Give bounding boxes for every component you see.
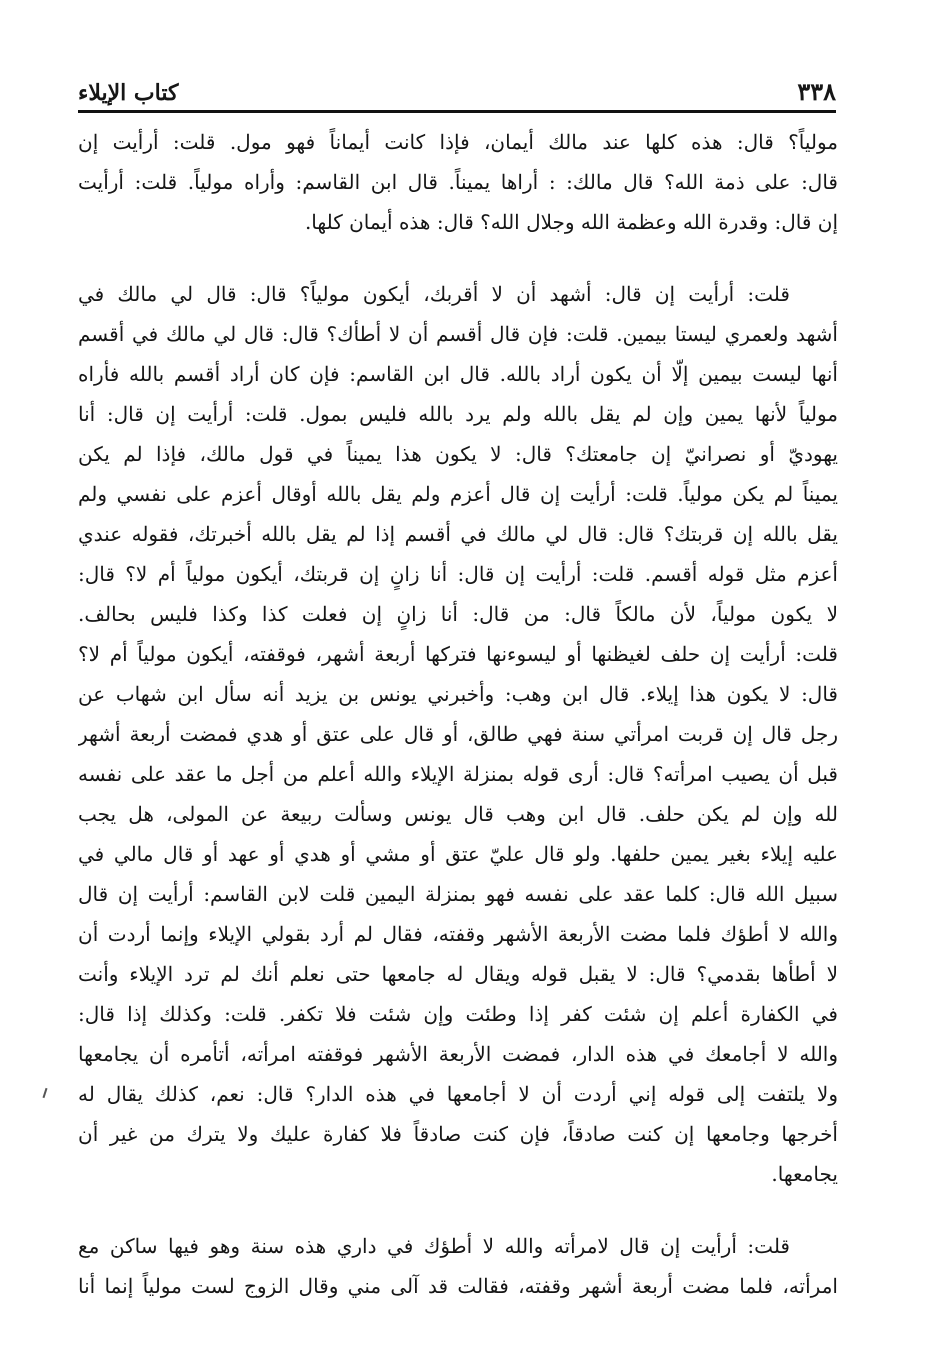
text-line: مولياً لأنها يمين وإن لم يقل بالله ولم يرد بالله فليس بمول. قلت: أرأيت إن قال: أنا [78, 402, 838, 426]
margin-mark [43, 1088, 48, 1098]
text-line: لا يكون مولياً، لأن مالكاً قال: من قال: أنا زانٍ إن فعلت كذا وكذا فليس بحالف. [78, 602, 838, 626]
paragraph-2 [78, 274, 838, 1194]
text-line: والله لا أطؤك فلما مضت الأربعة الأشهر وقفته، فقال لم أرد بقولي الإيلاء وإنما أردت أن [78, 922, 838, 946]
text-line: عليه إيلاء بغير يمين حلفها. ولو قال عليّ عتق أو مشي أو هدي أو عهد أو قال مالي في [78, 842, 838, 866]
text-line: لله وإن لم يكن حلف. قال ابن وهب قال يونس وسألت ربيعة عن المولى، هل يجب [78, 802, 838, 826]
text-line: يجامعها. [771, 1162, 838, 1186]
text-line: قبل أن يصيب امرأته؟ قال: أرى قوله بمنزلة الإيلاء والله أعلم من أجل ما عقد على نفسه [78, 762, 838, 786]
text-line: سبيل الله قال: كلما عقد على نفسه فهو بمنزلة اليمين قلت لابن القاسم: أرأيت إن قال [78, 882, 838, 906]
text-line: يهوديّ أو نصرانيّ إن جامعتك؟ قال: لا يكون هذا يميناً في قول مالك، فإذا لم يكن [78, 442, 838, 466]
text-line: قال: لا يكون هذا إيلاء. قال ابن وهب: وأخبرني يونس بن يزيد أنه سأل ابن شهاب عن [78, 682, 838, 706]
text-line: أخرجها وجامعها إن كنت صادقاً، فإن كنت صادقاً فلا كفارة عليك ولا يترك من غير أن [78, 1122, 838, 1146]
paragraph-gap [78, 242, 838, 274]
text-line: امرأته، فلما مضت أربعة أشهر وقفته، فقالت قد آلى مني وقال الزوج لست مولياً إنما أنا [78, 1274, 838, 1298]
text-line: مولياً؟ قال: هذه كلها عند مالك أيمان، فإذا كانت أيماناً فهو مول. قلت: أرأيت إن [78, 130, 838, 154]
text-line: في الكفارة أعلم إن شئت كفر إذا وطئت وإن شئت فلا تكفر. قلت: وكذلك إذا قال: [78, 1002, 838, 1026]
text-line: رجل قال إن قربت امرأتي سنة فهي طالق، أو قال على عتق أو هدي فمضت أربعة أشهر [78, 722, 838, 746]
paragraph-gap [78, 1194, 838, 1226]
text-line: قلت: أرأيت إن قال لامرأته والله لا أطؤك في داري هذه سنة وهو فيها ساكن مع [78, 1234, 790, 1258]
paragraph-1 [78, 122, 838, 242]
page-header [78, 66, 836, 106]
text-line: يميناً لم يكن مولياً. قلت: أرأيت إن قال أعزم ولم يقل بالله أوقال أعزم على نفسي ولم [78, 482, 838, 506]
running-head: كتاب الإيلاء [78, 80, 179, 106]
text-line: لا أطأها بقدمي؟ قال: لا يقبل قوله ويقال له جامعها حتى نعلم أنك لم ترد الإيلاء وأنت [78, 962, 838, 986]
text-line: إن قال: وقدرة الله وعظمة الله وجلال الله؟ قال: هذه أيمان كلها. [304, 210, 838, 234]
paragraph-3 [78, 1226, 838, 1306]
text-line: أعزم مثل قوله أقسم. قلت: أرأيت إن قال: أنا زانٍ إن قربتك، أيكون مولياً أم لا؟ قال: [78, 562, 838, 586]
text-line: يقل بالله إن قربتك؟ قال: قال لي مالك في أقسم إذا لم يقل بالله أخبرتك، فقوله عندي [78, 522, 838, 546]
page-body [78, 122, 838, 1306]
text-line: قلت: أرأيت إن قال: أشهد أن لا أقربك، أيكون مولياً؟ قال: قال لي مالك في [78, 282, 790, 306]
text-line: أنها ليست بيمين إلّا أن يكون أراد بالله. قال ابن القاسم: فإن كان أراد أقسم بالله فأراه [78, 362, 838, 386]
text-line: ولا يلتفت إلى قوله إني أردت أن لا أجامعها في هذه الدار؟ قال: نعم، كذلك يقال له [78, 1082, 838, 1106]
header-rule [78, 110, 836, 113]
text-line: قال: على ذمة الله؟ قال مالك: : أراها يميناً. قال ابن القاسم: وأراه مولياً. قلت: أرأيت [78, 170, 838, 194]
text-line: قلت: أرأيت إن حلف لغيظنها أو ليسوءنها فتركها أربعة أشهر، فوقفته، أيكون مولياً أم لا؟ [78, 642, 838, 666]
text-line: والله لا أجامعك في هذه الدار، فمضت الأربعة الأشهر فوقفته امرأته، أتأمره أن يجامعها [78, 1042, 838, 1066]
text-line: أشهد ولعمري ليستا بيمين. قلت: فإن قال أقسم أن لا أطأك؟ قال: قال لي مالك في أقسم [78, 322, 838, 346]
page-number: ٣٣٨ [797, 77, 836, 106]
